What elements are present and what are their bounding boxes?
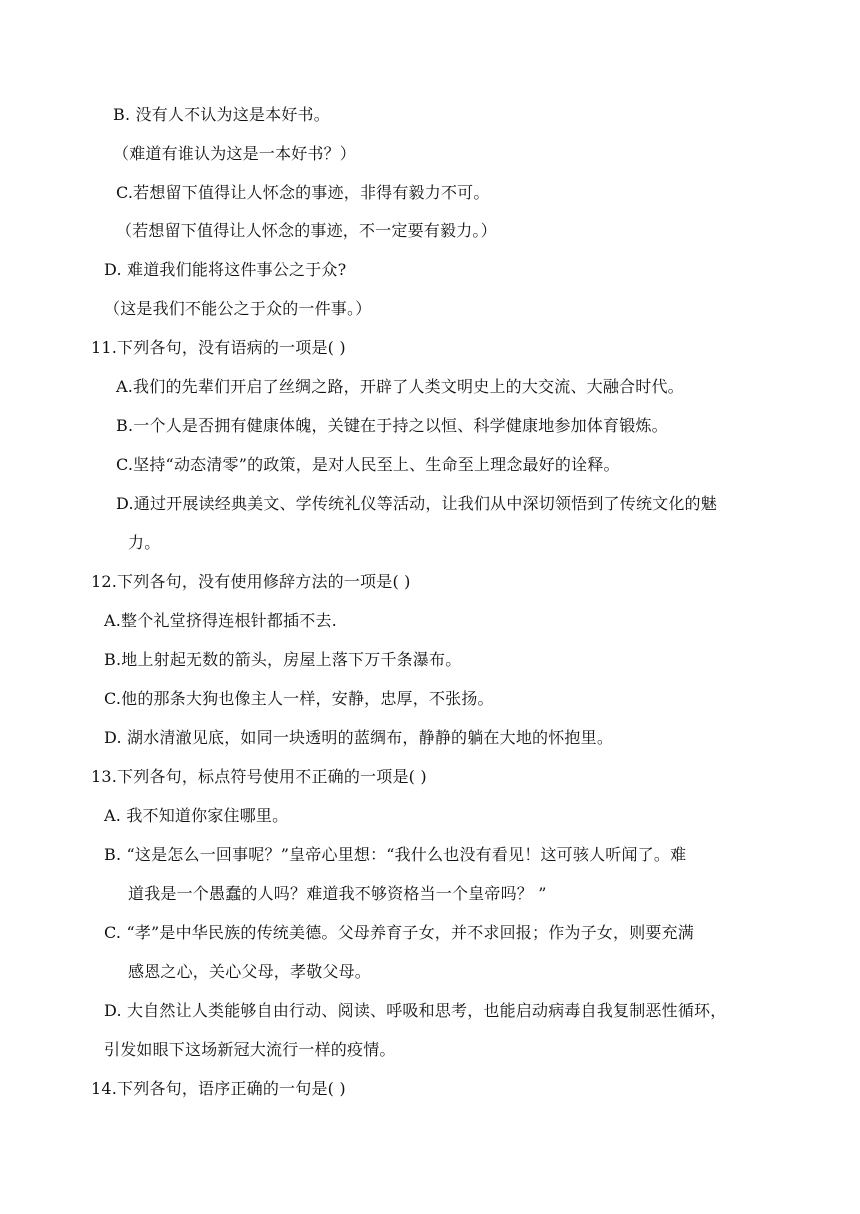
question-13-option-b-continued: 道我是一个愚蠢的人吗？难道我不够资格当一个皇帝吗？ ” bbox=[128, 884, 547, 903]
question-11-option-d-continued: 力。 bbox=[128, 533, 161, 552]
question-11-option-a: A.我们的先辈们开启了丝绸之路，开辟了人类文明史上的大交流、大融合时代。 bbox=[116, 377, 684, 396]
question-11-option-c: C.坚持“动态清零”的政策，是对人民至上、生命至上理念最好的诠释。 bbox=[116, 455, 620, 474]
question-12-stem: 12.下列各句，没有使用修辞方法的一项是( ) bbox=[91, 572, 411, 591]
question-12-option-b: B.地上射起无数的箭头，房屋上落下万千条瀑布。 bbox=[104, 650, 462, 669]
option-d-text: D. 难道我们能将这件事公之于众? bbox=[104, 260, 347, 279]
option-c-explanation: （若想留下值得让人怀念的事迹，不一定要有毅力。） bbox=[116, 221, 497, 240]
question-12-option-c: C.他的那条大狗也像主人一样，安静，忠厚，不张扬。 bbox=[104, 689, 494, 708]
question-13-option-c: C. “孝”是中华民族的传统美德。父母养育子女，并不求回报；作为子女，则要充满 bbox=[104, 923, 695, 942]
question-11-option-d: D.通过开展读经典美文、学传统礼仪等活动，让我们从中深切领悟到了传统文化的魅 bbox=[116, 494, 717, 513]
option-c-text: C.若想留下值得让人怀念的事迹，非得有毅力不可。 bbox=[116, 183, 490, 202]
question-13-option-c-continued: 感恩之心，关心父母，孝敬父母。 bbox=[128, 962, 372, 981]
option-b-explanation: （难道有谁认为这是一本好书？） bbox=[113, 144, 357, 163]
question-11-option-b: B.一个人是否拥有健康体魄，关键在于持之以恒、科学健康地参加体育锻炼。 bbox=[116, 416, 668, 435]
option-d-explanation: （这是我们不能公之于众的一件事。） bbox=[104, 299, 372, 318]
question-13-option-d-continued: 引发如眼下这场新冠大流行一样的疫情。 bbox=[104, 1040, 396, 1059]
question-12-option-d: D. 湖水清澈见底，如同一块透明的蓝绸布，静静的躺在大地的怀抱里。 bbox=[104, 728, 614, 747]
question-13-option-a: A. 我不知道你家住哪里。 bbox=[104, 806, 289, 825]
question-13-option-b: B. “这是怎么一回事呢？”皇帝心里想：“我什么也没有看见！这可骇人听闻了。难 bbox=[104, 845, 687, 864]
question-13-stem: 13.下列各句，标点符号使用不正确的一项是( ) bbox=[91, 767, 427, 786]
option-b-text: B. 没有人不认为这是本好书。 bbox=[113, 105, 330, 124]
question-14-stem: 14.下列各句，语序正确的一句是( ) bbox=[91, 1079, 346, 1098]
question-12-option-a: A.整个礼堂挤得连根针都插不去. bbox=[104, 611, 337, 630]
question-11-stem: 11.下列各句，没有语病的一项是( ) bbox=[91, 338, 346, 357]
question-13-option-d: D. 大自然让人类能够自由行动、阅读、呼吸和思考，也能启动病毒自我复制恶性循环， bbox=[104, 1001, 727, 1020]
